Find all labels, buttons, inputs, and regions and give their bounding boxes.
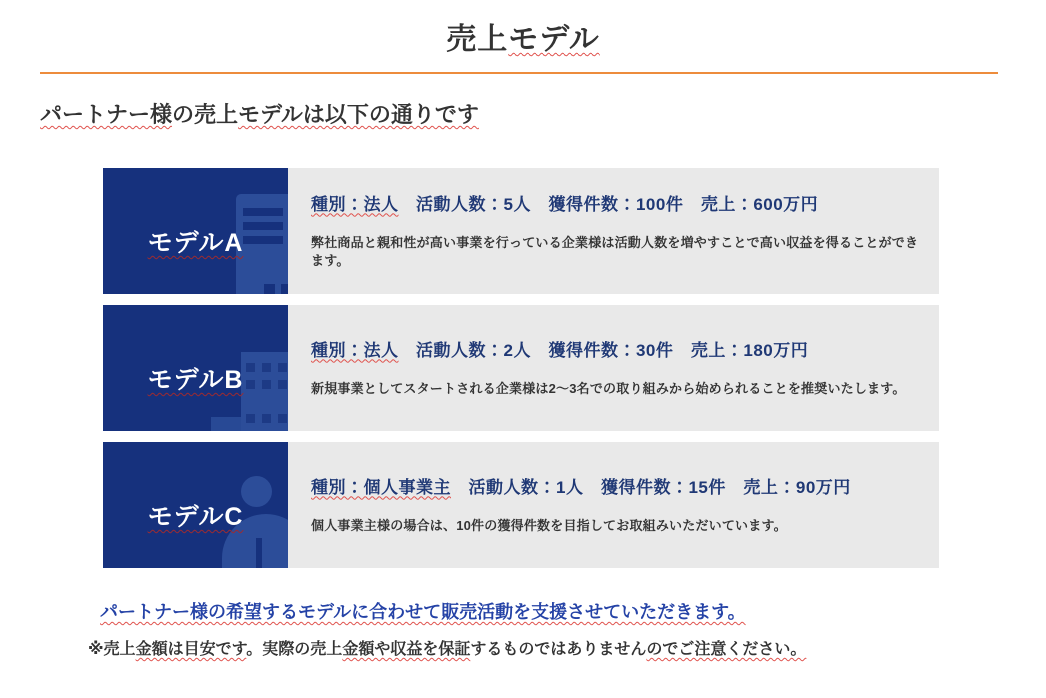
model-b-box <box>103 305 288 431</box>
model-b-panel <box>288 305 939 431</box>
model-b-spec: 種別：法人 活動人数：2人 獲得件数：30件 売上：180万円 <box>311 340 809 360</box>
disclaimer-note: ※売上金額は目安です。実際の売上金額や収益を保証するものではありませんのでご注意ください。 <box>88 641 807 658</box>
model-rows <box>103 168 1046 568</box>
page-subtitle: パートナー様の売上モデルは以下の通りです <box>40 102 479 127</box>
page-title: 売上モデル <box>446 23 600 56</box>
model-c-panel <box>288 442 939 568</box>
model-b-row <box>103 305 939 431</box>
model-c-box <box>103 442 288 568</box>
model-a-row <box>103 168 939 294</box>
support-statement: パートナー様の希望するモデルに合わせて販売活動を支援させていただきます。 <box>100 602 746 622</box>
building-lines-icon <box>236 194 288 294</box>
model-a-spec: 種別：法人 活動人数：5人 獲得件数：100件 売上：600万円 <box>311 194 819 214</box>
model-b-label: モデルB <box>147 366 244 394</box>
building-back-block-icon <box>211 417 241 431</box>
model-a-panel <box>288 168 939 294</box>
model-a-box <box>103 168 288 294</box>
model-c-label: モデルC <box>147 503 244 531</box>
model-c-description: 個人事業主様の場合は、10件の獲得件数を目指してお取組みいただいています。 <box>311 517 787 533</box>
model-b-description: 新規事業としてスタートされる企業様は2～3名での取り組みから始められることを推奨いたします。 <box>311 380 906 396</box>
orange-divider <box>40 72 998 74</box>
model-a-label: モデルA <box>147 229 244 257</box>
model-a-description: 弊社商品と親和性が高い事業を行っている企業様は活動人数を増やすことで高い収益を得ることができます。 <box>311 234 919 268</box>
model-c-row <box>103 442 939 568</box>
building-windows-icon <box>241 352 288 431</box>
model-c-spec: 種別：個人事業主 活動人数：1人 獲得件数：15件 売上：90万円 <box>311 477 851 497</box>
